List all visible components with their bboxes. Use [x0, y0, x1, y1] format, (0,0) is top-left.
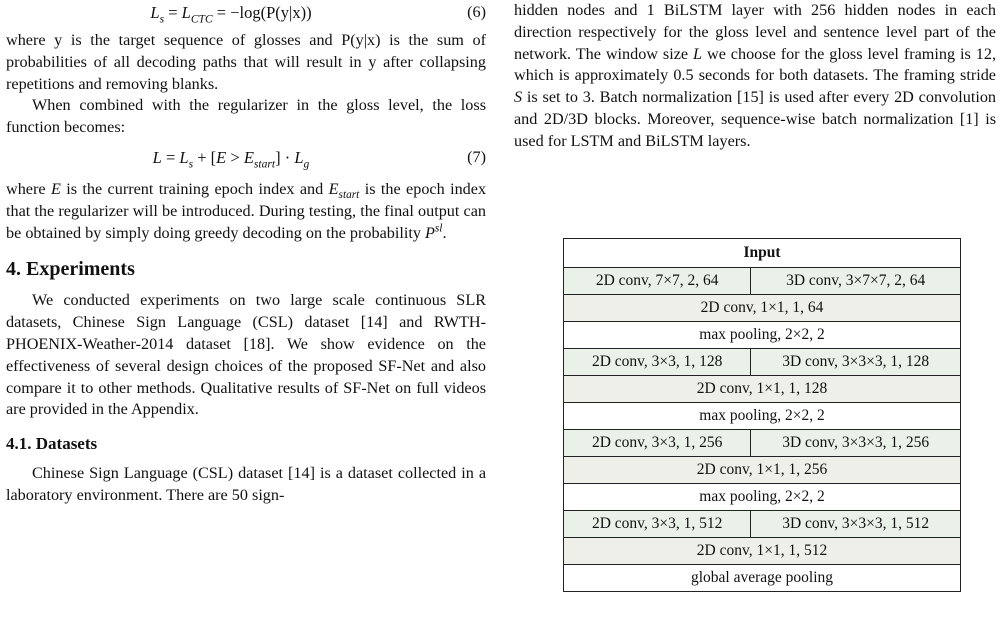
table-row	[564, 457, 961, 484]
paragraph-network-config: hidden nodes and 1 BiLSTM layer with 256 hidden nodes in each direction respectively for the gloss level and sentence level part of the network. The window size L we choose for the gloss level framing is 12, which is approximately 0.5 seconds for both datasets. The framing stride S is set to 3. Batch normalization [15] is used after every 2D convolution and 2D/3D blocks. Moreover, sequence-wise batch normalization [1] is used for LSTM and BiLSTM layers.	[514, 1, 997, 150]
right-column	[514, 0, 996, 153]
subsection-heading-datasets: 4.1. Datasets	[6, 434, 98, 454]
equation-6-number: (6)	[467, 3, 486, 21]
table-row	[564, 376, 961, 403]
paragraph-epoch-definition: where E is the current training epoch index and $E_{start}$ is the epoch index that the regularizer will be introduced. During testing, the final output can be obtained by simply doing greedy decoding on the probability $P^{sl}$.	[6, 179, 487, 242]
table-cell-2d-branch: 2D conv, 3×3, 1, 128	[564, 349, 751, 376]
table-body	[564, 268, 961, 592]
p3-part-b: is the current training epoch index and	[66, 179, 324, 198]
table-cell-2d-branch: 2D conv, 3×3, 1, 256	[564, 430, 751, 457]
table-cell-shared: max pooling, 2×2, 2	[564, 322, 961, 349]
p3-part-a: where	[6, 179, 46, 198]
table-cell-shared: 2D conv, 1×1, 1, 128	[564, 376, 961, 403]
table-cell-3d-branch: 3D conv, 3×7×7, 2, 64	[751, 268, 961, 295]
table-cell-3d-branch: 3D conv, 3×3×3, 1, 256	[751, 430, 961, 457]
left-column	[6, 0, 486, 507]
table-row	[564, 538, 961, 565]
table-row	[564, 484, 961, 511]
table-cell-2d-branch: 2D conv, 7×7, 2, 64	[564, 268, 751, 295]
table-header-input: Input	[564, 239, 961, 268]
equation-7-expression: $L = L_s + [E > E_{start}] \cdot L_g$	[152, 147, 310, 171]
paragraph-ctc-definition: where y is the target sequence of glosses and P(y|x) is the sum of probabilities of all decoding paths that will result in y after collapsing repetitions and removing blanks.	[6, 31, 486, 93]
table-row	[564, 349, 961, 376]
table-cell-2d-branch: 2D conv, 3×3, 1, 512	[564, 511, 751, 538]
table-row	[564, 403, 961, 430]
paragraph-csl-dataset: Chinese Sign Language (CSL) dataset [14] is a dataset collected in a laboratory environment. There are 50 sign-	[6, 464, 486, 504]
table-row	[564, 268, 961, 295]
table-cell-shared: max pooling, 2×2, 2	[564, 484, 961, 511]
table-cell-3d-branch: 3D conv, 3×3×3, 1, 128	[751, 349, 961, 376]
table-cell-shared: 2D conv, 1×1, 1, 64	[564, 295, 961, 322]
equation-7-number: (7)	[467, 147, 486, 166]
table-row	[564, 430, 961, 457]
table-cell-shared: 2D conv, 1×1, 1, 512	[564, 538, 961, 565]
equation-6-expression: $L_s = L_{CTC} = -\log(P(y|x))$	[150, 3, 312, 26]
table-cell-shared: global average pooling	[564, 565, 961, 592]
paragraph-loss-intro: When combined with the regularizer in the gloss level, the loss function becomes:	[6, 96, 486, 137]
table-cell-shared: 2D conv, 1×1, 1, 256	[564, 457, 961, 484]
right-p1-part-a: hidden nodes and 1 BiLSTM layer with 256 hidden nodes in each direction respectively for the gloss level and sentence level part of the network. The window size	[514, 1, 996, 63]
table-cell-shared: max pooling, 2×2, 2	[564, 403, 961, 430]
table-row	[564, 322, 961, 349]
section-heading-experiments: 4. Experiments	[6, 258, 135, 281]
paragraph-experiments: We conducted experiments on two large scale continuous SLR datasets, Chinese Sign Language (CSL) dataset [14] and RWTH-PHOENIX-Weather-2014 dataset [18]. We show evidence on the effectiveness of several design choices of the proposed SF-Net and also compare it to other methods. Qualitative results of SF-Net on full videos are provided in the Appendix.	[6, 291, 486, 419]
right-p1-part-b: we choose for the gloss level framing is 12, which is approximately 0.5 seconds for both datasets. The framing stride	[514, 44, 996, 85]
table-row	[564, 511, 961, 538]
p3-part-c: is the epoch index that the regularizer will be introduced. During testing, the final output can be obtained by simply doing greedy decoding on the probability	[6, 179, 487, 242]
table-row	[564, 295, 961, 322]
table-header-row	[564, 239, 961, 268]
equation-7	[6, 145, 486, 175]
table-cell-3d-branch: 3D conv, 3×3×3, 1, 512	[751, 511, 961, 538]
table-row	[564, 565, 961, 592]
equation-6-tail: = −log(P(y|x))	[216, 3, 312, 22]
right-p1-part-c: is set to 3. Batch normalization [15] is used after every 2D convolution and 2D/3D blocks. Moreover, sequence-wise batch normalization [1] is used for LSTM and BiLSTM layers.	[514, 88, 997, 150]
architecture-table	[563, 238, 961, 592]
equation-6	[6, 0, 486, 30]
